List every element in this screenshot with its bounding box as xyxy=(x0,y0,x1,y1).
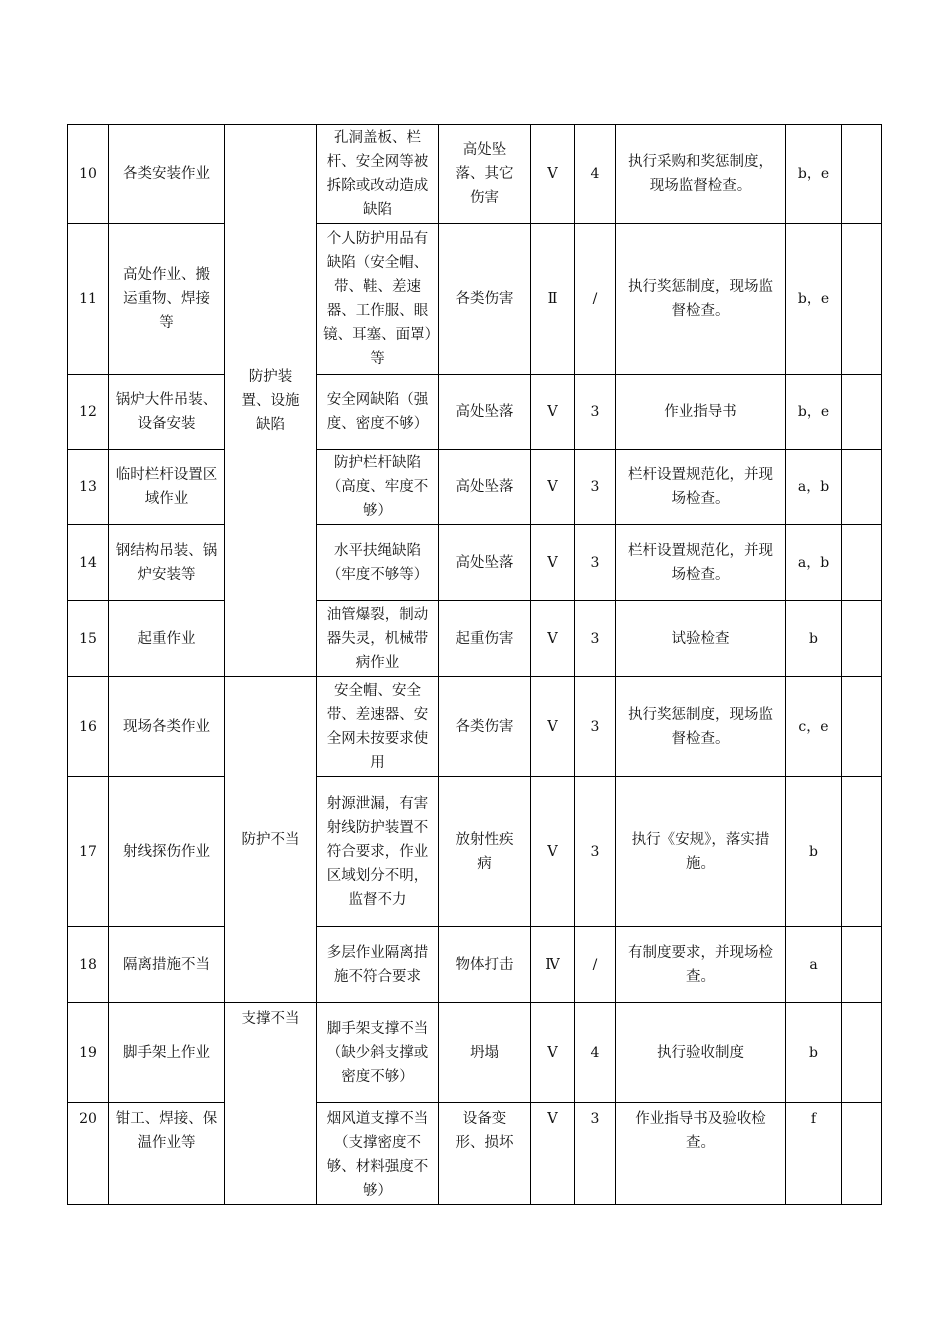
table-row xyxy=(68,450,882,525)
score-cell: 3 xyxy=(575,777,616,927)
hazard-cell: 脚手架支撑不当（缺少斜支撑或密度不够） xyxy=(317,1003,439,1103)
score-cell: 3 xyxy=(575,450,616,525)
row-number: 20 xyxy=(68,1103,109,1205)
remark-cell xyxy=(842,375,882,450)
hazard-cell: 多层作业隔离措施不符合要求 xyxy=(317,927,439,1003)
remark-cell xyxy=(842,1103,882,1205)
consequence-cell: 起重伤害 xyxy=(439,601,531,677)
table-row xyxy=(68,1103,882,1205)
table-row xyxy=(68,125,882,224)
level-cell: Ⅴ xyxy=(531,450,575,525)
activity-cell: 射线探伤作业 xyxy=(109,777,225,927)
remark-cell xyxy=(842,525,882,601)
hazard-cell: 水平扶绳缺陷（牢度不够等） xyxy=(317,525,439,601)
row-number: 16 xyxy=(68,677,109,777)
measure-cell: 栏杆设置规范化，并现场检查。 xyxy=(616,450,786,525)
measure-cell: 栏杆设置规范化，并现场检查。 xyxy=(616,525,786,601)
code-cell: b xyxy=(786,777,842,927)
consequence-cell: 放射性疾病 xyxy=(439,777,531,927)
row-number: 11 xyxy=(68,224,109,375)
remark-cell xyxy=(842,125,882,224)
consequence-cell: 高处坠落 xyxy=(439,375,531,450)
remark-cell xyxy=(842,777,882,927)
table-row xyxy=(68,677,882,777)
activity-cell: 临时栏杆设置区域作业 xyxy=(109,450,225,525)
consequence-cell: 高处坠落 xyxy=(439,525,531,601)
remark-cell xyxy=(842,450,882,525)
remark-cell xyxy=(842,1003,882,1103)
score-cell: 3 xyxy=(575,375,616,450)
score-cell: 3 xyxy=(575,601,616,677)
measure-cell: 执行采购和奖惩制度，现场监督检查。 xyxy=(616,125,786,224)
measure-cell: 作业指导书 xyxy=(616,375,786,450)
row-number: 12 xyxy=(68,375,109,450)
remark-cell xyxy=(842,677,882,777)
table-row xyxy=(68,777,882,927)
score-cell: 3 xyxy=(575,525,616,601)
row-number: 17 xyxy=(68,777,109,927)
measure-cell: 执行验收制度 xyxy=(616,1003,786,1103)
level-cell: Ⅴ xyxy=(531,677,575,777)
score-cell: / xyxy=(575,224,616,375)
row-number: 14 xyxy=(68,525,109,601)
code-cell: c，e xyxy=(786,677,842,777)
code-cell: f xyxy=(786,1103,842,1205)
activity-cell: 钳工、焊接、保温作业等 xyxy=(109,1103,225,1205)
score-cell: / xyxy=(575,927,616,1003)
activity-cell: 高处作业、搬运重物、焊接等 xyxy=(109,224,225,375)
group-cell-improper-protection: 防护不当 xyxy=(225,677,317,1003)
consequence-cell: 坍塌 xyxy=(439,1003,531,1103)
row-number: 10 xyxy=(68,125,109,224)
hazard-cell: 孔洞盖板、栏杆、安全网等被拆除或改动造成缺陷 xyxy=(317,125,439,224)
hazard-cell: 安全帽、安全带、差速器、安全网未按要求使用 xyxy=(317,677,439,777)
table-row xyxy=(68,375,882,450)
consequence-cell: 各类伤害 xyxy=(439,224,531,375)
hazard-cell: 油管爆裂，制动器失灵，机械带病作业 xyxy=(317,601,439,677)
code-cell: b xyxy=(786,601,842,677)
activity-cell: 钢结构吊装、锅炉安装等 xyxy=(109,525,225,601)
consequence-cell: 设备变形、损坏 xyxy=(439,1103,531,1205)
level-cell: Ⅴ xyxy=(531,375,575,450)
remark-cell xyxy=(842,927,882,1003)
hazard-table xyxy=(67,124,882,1205)
measure-cell: 有制度要求，并现场检查。 xyxy=(616,927,786,1003)
score-cell: 3 xyxy=(575,677,616,777)
remark-cell xyxy=(842,601,882,677)
group-cell-protective-device-defect: 防护装置、设施缺陷 xyxy=(225,125,317,677)
row-number: 15 xyxy=(68,601,109,677)
measure-cell: 执行《安规》，落实措施。 xyxy=(616,777,786,927)
group-cell-improper-support: 支撑不当 xyxy=(225,1003,317,1205)
measure-cell: 执行奖惩制度，现场监督检查。 xyxy=(616,677,786,777)
activity-cell: 脚手架上作业 xyxy=(109,1003,225,1103)
hazard-cell: 射源泄漏，有害射线防护装置不符合要求，作业区域划分不明，监督不力 xyxy=(317,777,439,927)
code-cell: a，b xyxy=(786,450,842,525)
code-cell: b，e xyxy=(786,125,842,224)
activity-cell: 现场各类作业 xyxy=(109,677,225,777)
level-cell: Ⅴ xyxy=(531,1103,575,1205)
consequence-cell: 高处坠落、其它伤害 xyxy=(439,125,531,224)
consequence-cell: 各类伤害 xyxy=(439,677,531,777)
consequence-cell: 物体打击 xyxy=(439,927,531,1003)
code-cell: a，b xyxy=(786,525,842,601)
level-cell: Ⅱ xyxy=(531,224,575,375)
score-cell: 4 xyxy=(575,1003,616,1103)
activity-cell: 锅炉大件吊装、设备安装 xyxy=(109,375,225,450)
consequence-cell: 高处坠落 xyxy=(439,450,531,525)
score-cell: 4 xyxy=(575,125,616,224)
row-number: 19 xyxy=(68,1003,109,1103)
code-cell: b xyxy=(786,1003,842,1103)
level-cell: Ⅴ xyxy=(531,125,575,224)
row-number: 18 xyxy=(68,927,109,1003)
measure-cell: 试验检查 xyxy=(616,601,786,677)
table-row xyxy=(68,224,882,375)
activity-cell: 隔离措施不当 xyxy=(109,927,225,1003)
code-cell: b，e xyxy=(786,375,842,450)
hazard-cell: 烟风道支撑不当（支撑密度不够、材料强度不够） xyxy=(317,1103,439,1205)
level-cell: Ⅳ xyxy=(531,927,575,1003)
row-number: 13 xyxy=(68,450,109,525)
hazard-cell: 个人防护用品有缺陷（安全帽、带、鞋、差速器、工作服、眼镜、耳塞、面罩）等 xyxy=(317,224,439,375)
remark-cell xyxy=(842,224,882,375)
level-cell: Ⅴ xyxy=(531,1003,575,1103)
code-cell: a xyxy=(786,927,842,1003)
table-row xyxy=(68,601,882,677)
table-row xyxy=(68,1003,882,1103)
activity-cell: 各类安装作业 xyxy=(109,125,225,224)
hazard-cell: 防护栏杆缺陷（高度、牢度不够） xyxy=(317,450,439,525)
table-row xyxy=(68,525,882,601)
measure-cell: 作业指导书及验收检查。 xyxy=(616,1103,786,1205)
activity-cell: 起重作业 xyxy=(109,601,225,677)
level-cell: Ⅴ xyxy=(531,601,575,677)
level-cell: Ⅴ xyxy=(531,525,575,601)
code-cell: b，e xyxy=(786,224,842,375)
score-cell: 3 xyxy=(575,1103,616,1205)
table-row xyxy=(68,927,882,1003)
hazard-cell: 安全网缺陷（强度、密度不够） xyxy=(317,375,439,450)
level-cell: Ⅴ xyxy=(531,777,575,927)
measure-cell: 执行奖惩制度，现场监督检查。 xyxy=(616,224,786,375)
